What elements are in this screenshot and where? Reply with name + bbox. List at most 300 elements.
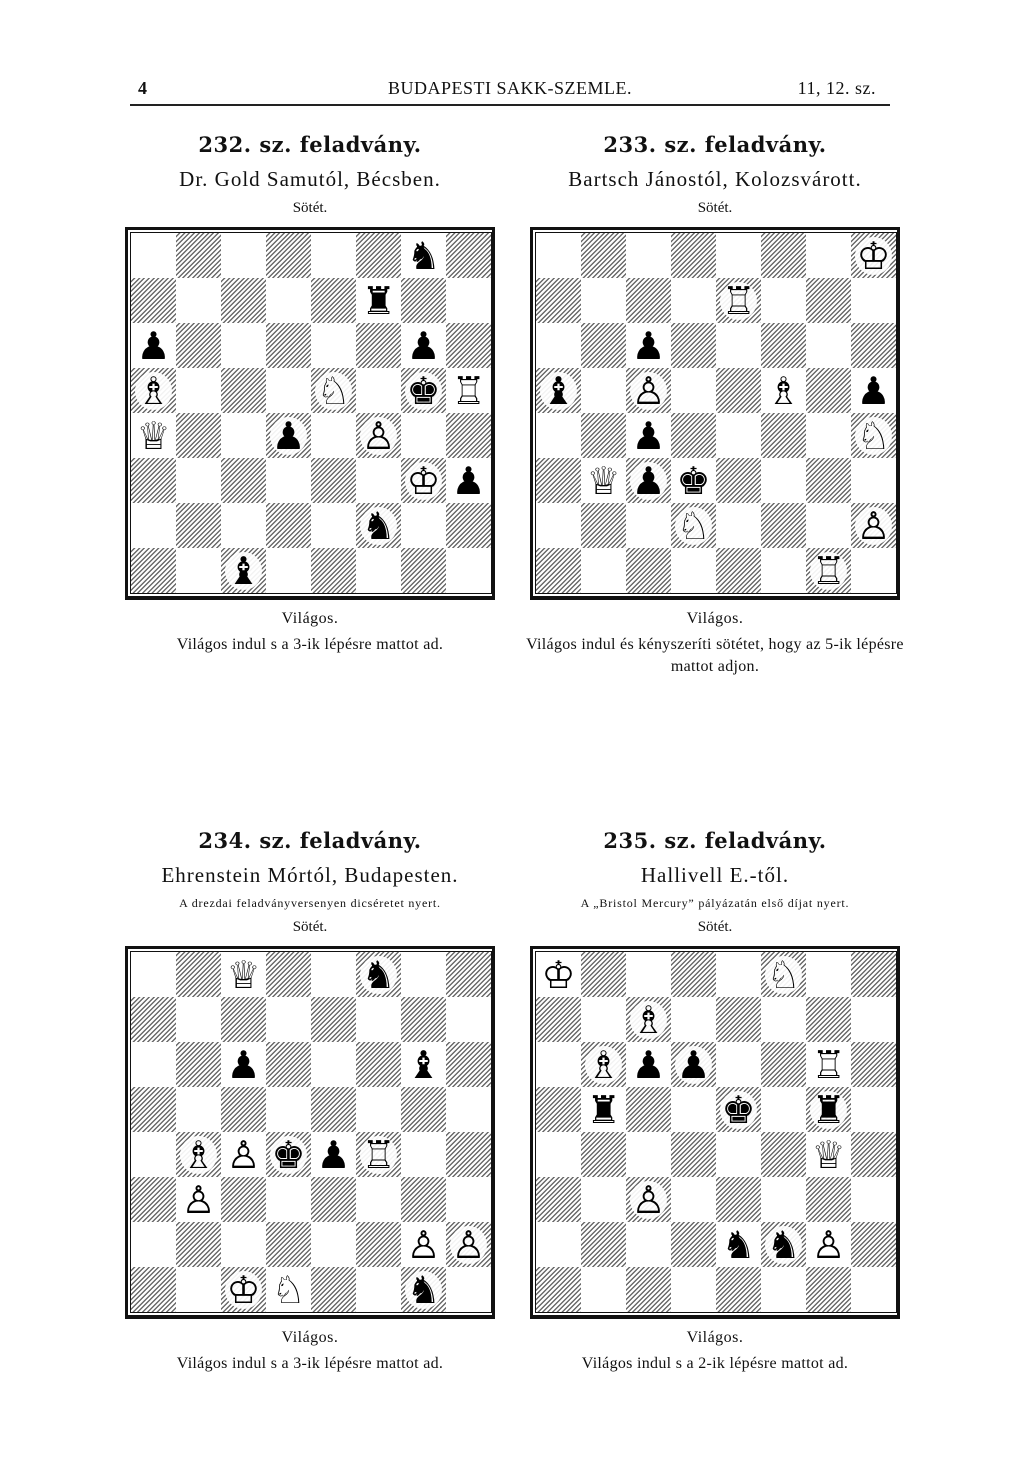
problem-note: A „Bristol Mercury” pályázatán első díjat nyert. <box>580 896 850 910</box>
chess-board <box>535 232 897 594</box>
board-square <box>851 1087 896 1132</box>
board-square <box>851 278 896 323</box>
board-square <box>581 1087 626 1132</box>
board-frame <box>125 227 495 600</box>
black-side-label: Sötét. <box>292 200 328 216</box>
board-square <box>671 278 716 323</box>
board-square <box>266 323 311 368</box>
board-square <box>446 1132 491 1177</box>
board-square <box>851 1267 896 1312</box>
board-square <box>356 997 401 1042</box>
board-square <box>401 997 446 1042</box>
white-side-label: Világos. <box>686 1329 744 1346</box>
board-square <box>446 1087 491 1132</box>
black-knight-icon: ♞ <box>406 1267 441 1312</box>
board-square <box>446 1042 491 1087</box>
board-square <box>221 458 266 503</box>
white-pawn-icon: ♙ <box>406 1222 441 1267</box>
board-square <box>176 997 221 1042</box>
board-square <box>581 413 626 458</box>
white-bishop-icon: ♗ <box>586 1042 621 1087</box>
board-square <box>266 1267 311 1312</box>
board-square <box>401 1042 446 1087</box>
board-square <box>311 1267 356 1312</box>
white-pawn-icon: ♙ <box>856 503 891 548</box>
page-number: 4 <box>138 78 148 98</box>
board-square <box>851 458 896 503</box>
board-square <box>806 1267 851 1312</box>
board-square <box>221 548 266 593</box>
board-square <box>806 952 851 997</box>
board-square <box>446 1177 491 1222</box>
white-bishop-icon: ♗ <box>631 997 666 1042</box>
board-square <box>131 1222 176 1267</box>
white-king-icon: ♔ <box>856 233 891 278</box>
board-square <box>851 1132 896 1177</box>
board-square <box>446 233 491 278</box>
problem-condition: Világos indul s a 3-ik lépésre mattot ad. <box>176 1355 444 1372</box>
white-bishop-icon: ♗ <box>181 1132 216 1177</box>
white-side-label: Világos. <box>281 1329 339 1346</box>
board-square <box>131 1267 176 1312</box>
board-square <box>266 413 311 458</box>
board-square <box>806 458 851 503</box>
board-square <box>131 1177 176 1222</box>
board-square <box>626 413 671 458</box>
black-knight-icon: ♞ <box>721 1222 756 1267</box>
board-square <box>761 1222 806 1267</box>
board-square <box>626 278 671 323</box>
board-square <box>221 503 266 548</box>
black-bishop-icon: ♝ <box>406 1042 441 1087</box>
black-pawn-icon: ♟ <box>136 323 171 368</box>
board-square <box>221 278 266 323</box>
board-square <box>806 1087 851 1132</box>
board-square <box>716 1177 761 1222</box>
board-square <box>221 368 266 413</box>
board-square <box>176 1267 221 1312</box>
white-pawn-icon: ♙ <box>811 1222 846 1267</box>
board-square <box>266 1177 311 1222</box>
board-square <box>311 1177 356 1222</box>
black-pawn-icon: ♟ <box>631 1042 666 1087</box>
board-square <box>266 952 311 997</box>
white-king-icon: ♔ <box>226 1267 261 1312</box>
board-square <box>266 458 311 503</box>
board-square <box>131 1132 176 1177</box>
board-square <box>131 368 176 413</box>
white-queen-icon: ♕ <box>811 1132 846 1177</box>
black-king-icon: ♚ <box>676 458 711 503</box>
board-square <box>716 233 761 278</box>
problem-title: 234. sz. feladvány. <box>198 828 422 853</box>
board-square <box>221 1042 266 1087</box>
problem-232 <box>120 132 500 656</box>
board-square <box>176 1177 221 1222</box>
black-pawn-icon: ♟ <box>226 1042 261 1087</box>
white-king-icon: ♔ <box>406 458 441 503</box>
board-square <box>761 997 806 1042</box>
board-square <box>806 233 851 278</box>
board-square <box>401 458 446 503</box>
black-pawn-icon: ♟ <box>406 323 441 368</box>
board-square <box>131 323 176 368</box>
board-square <box>446 503 491 548</box>
board-square <box>761 458 806 503</box>
board-square <box>716 1087 761 1132</box>
white-bishop-icon: ♗ <box>136 368 171 413</box>
board-square <box>626 1087 671 1132</box>
board-square <box>311 368 356 413</box>
board-square <box>401 1222 446 1267</box>
white-queen-icon: ♕ <box>226 952 261 997</box>
board-square <box>311 1132 356 1177</box>
white-knight-icon: ♘ <box>766 952 801 997</box>
white-side-label: Világos. <box>281 610 339 627</box>
journal-title: BUDAPESTI SAKK-SZEMLE. <box>387 78 632 98</box>
board-square <box>671 323 716 368</box>
board-square <box>806 368 851 413</box>
board-square <box>356 1087 401 1132</box>
board-square <box>536 1042 581 1087</box>
black-rook-icon: ♜ <box>586 1087 621 1132</box>
problem-title: 235. sz. feladvány. <box>603 828 827 853</box>
board-square <box>356 233 401 278</box>
black-side-label: Sötét. <box>292 919 328 935</box>
board-square <box>266 1042 311 1087</box>
board-square <box>131 1087 176 1132</box>
black-side-label: Sötét. <box>697 200 733 216</box>
board-square <box>401 368 446 413</box>
board-square <box>761 233 806 278</box>
black-pawn-icon: ♟ <box>631 413 666 458</box>
white-king-icon: ♔ <box>541 952 576 997</box>
board-square <box>401 323 446 368</box>
board-square <box>716 997 761 1042</box>
board-square <box>806 1222 851 1267</box>
board-square <box>806 997 851 1042</box>
board-square <box>176 548 221 593</box>
black-pawn-icon: ♟ <box>631 458 666 503</box>
board-square <box>536 1132 581 1177</box>
board-square <box>446 1222 491 1267</box>
board-square <box>221 1087 266 1132</box>
board-square <box>446 458 491 503</box>
board-square <box>716 1222 761 1267</box>
black-side-label: Sötét. <box>697 919 733 935</box>
page-header <box>130 76 890 106</box>
board-square <box>851 952 896 997</box>
board-square <box>806 1132 851 1177</box>
board-square <box>851 503 896 548</box>
board-square <box>581 278 626 323</box>
board-square <box>716 458 761 503</box>
board-square <box>356 503 401 548</box>
board-square <box>176 368 221 413</box>
board-square <box>761 548 806 593</box>
white-knight-icon: ♘ <box>676 503 711 548</box>
board-square <box>626 1177 671 1222</box>
problem-author: Ehrenstein Mórtól, Budapesten. <box>161 863 459 887</box>
board-square <box>401 1267 446 1312</box>
board-square <box>266 1222 311 1267</box>
board-square <box>266 1087 311 1132</box>
board-square <box>626 952 671 997</box>
board-square <box>581 997 626 1042</box>
board-square <box>581 952 626 997</box>
board-square <box>716 1132 761 1177</box>
board-square <box>266 503 311 548</box>
board-square <box>671 952 716 997</box>
board-square <box>401 1132 446 1177</box>
board-square <box>761 323 806 368</box>
board-square <box>671 1087 716 1132</box>
black-pawn-icon: ♟ <box>676 1042 711 1087</box>
white-side-label: Világos. <box>686 610 744 627</box>
black-king-icon: ♚ <box>721 1087 756 1132</box>
board-square <box>401 233 446 278</box>
board-square <box>536 503 581 548</box>
problem-condition: Világos indul s a 3-ik lépésre mattot ad. <box>176 636 444 653</box>
black-bishop-icon: ♝ <box>541 368 576 413</box>
board-square <box>266 368 311 413</box>
board-square <box>446 1267 491 1312</box>
board-square <box>446 278 491 323</box>
board-square <box>761 1087 806 1132</box>
board-square <box>671 1267 716 1312</box>
board-square <box>266 278 311 323</box>
board-square <box>266 997 311 1042</box>
problem-condition: Világos indul s a 2-ik lépésre mattot ad. <box>581 1355 849 1372</box>
board-square <box>311 413 356 458</box>
board-square <box>761 952 806 997</box>
problem-233 <box>525 132 905 677</box>
board-square <box>536 1222 581 1267</box>
board-square <box>806 1042 851 1087</box>
board-square <box>356 548 401 593</box>
board-square <box>176 1087 221 1132</box>
board-square <box>311 997 356 1042</box>
black-knight-icon: ♞ <box>766 1222 801 1267</box>
board-frame <box>530 946 900 1319</box>
board-square <box>581 1267 626 1312</box>
board-square <box>806 323 851 368</box>
board-square <box>221 413 266 458</box>
board-square <box>221 997 266 1042</box>
board-square <box>401 413 446 458</box>
board-square <box>536 458 581 503</box>
board-square <box>311 952 356 997</box>
board-square <box>176 278 221 323</box>
board-square <box>851 1042 896 1087</box>
board-square <box>356 1132 401 1177</box>
black-pawn-icon: ♟ <box>271 413 306 458</box>
board-square <box>851 368 896 413</box>
board-square <box>851 1222 896 1267</box>
board-square <box>401 1087 446 1132</box>
board-square <box>131 413 176 458</box>
board-square <box>401 548 446 593</box>
white-pawn-icon: ♙ <box>361 413 396 458</box>
white-queen-icon: ♕ <box>586 458 621 503</box>
board-square <box>356 952 401 997</box>
board-square <box>716 548 761 593</box>
white-rook-icon: ♖ <box>721 278 756 323</box>
board-square <box>626 503 671 548</box>
board-square <box>536 548 581 593</box>
board-square <box>131 278 176 323</box>
board-square <box>626 458 671 503</box>
board-square <box>671 503 716 548</box>
black-pawn-icon: ♟ <box>316 1132 351 1177</box>
board-square <box>716 323 761 368</box>
board-square <box>761 413 806 458</box>
board-square <box>851 997 896 1042</box>
board-square <box>716 1042 761 1087</box>
board-square <box>446 548 491 593</box>
black-king-icon: ♚ <box>271 1132 306 1177</box>
board-square <box>581 323 626 368</box>
board-square <box>761 503 806 548</box>
board-square <box>716 278 761 323</box>
white-pawn-icon: ♙ <box>631 368 666 413</box>
chess-board <box>535 951 897 1313</box>
board-square <box>581 548 626 593</box>
board-square <box>131 233 176 278</box>
issue-number: 11, 12. sz. <box>797 78 876 98</box>
board-frame <box>530 227 900 600</box>
board-square <box>626 997 671 1042</box>
board-square <box>446 952 491 997</box>
board-square <box>311 458 356 503</box>
board-square <box>581 233 626 278</box>
board-square <box>761 1042 806 1087</box>
board-square <box>626 323 671 368</box>
board-square <box>761 368 806 413</box>
board-square <box>266 233 311 278</box>
board-square <box>671 233 716 278</box>
board-square <box>176 952 221 997</box>
board-square <box>671 1132 716 1177</box>
board-square <box>131 548 176 593</box>
board-square <box>716 368 761 413</box>
board-square <box>131 503 176 548</box>
white-queen-icon: ♕ <box>136 413 171 458</box>
board-square <box>311 233 356 278</box>
board-square <box>311 278 356 323</box>
board-square <box>311 503 356 548</box>
board-square <box>536 233 581 278</box>
board-frame <box>125 946 495 1319</box>
black-knight-icon: ♞ <box>406 233 441 278</box>
board-square <box>356 413 401 458</box>
board-square <box>176 503 221 548</box>
board-square <box>311 1087 356 1132</box>
board-square <box>851 413 896 458</box>
board-square <box>671 1177 716 1222</box>
white-pawn-icon: ♙ <box>181 1177 216 1222</box>
black-pawn-icon: ♟ <box>856 368 891 413</box>
board-square <box>761 1132 806 1177</box>
board-square <box>221 1132 266 1177</box>
board-square <box>356 323 401 368</box>
board-square <box>806 548 851 593</box>
board-square <box>311 548 356 593</box>
white-knight-icon: ♘ <box>271 1267 306 1312</box>
white-pawn-icon: ♙ <box>631 1177 666 1222</box>
board-square <box>221 323 266 368</box>
black-pawn-icon: ♟ <box>631 323 666 368</box>
board-square <box>626 1132 671 1177</box>
board-square <box>851 323 896 368</box>
board-square <box>806 278 851 323</box>
board-square <box>761 1267 806 1312</box>
board-square <box>221 1177 266 1222</box>
board-square <box>266 1132 311 1177</box>
board-square <box>581 368 626 413</box>
board-square <box>446 323 491 368</box>
board-square <box>401 952 446 997</box>
board-square <box>536 952 581 997</box>
board-square <box>536 1267 581 1312</box>
board-square <box>851 1177 896 1222</box>
board-square <box>221 952 266 997</box>
chess-board <box>130 951 492 1313</box>
black-pawn-icon: ♟ <box>451 458 486 503</box>
board-square <box>176 323 221 368</box>
problem-title: 232. sz. feladvány. <box>198 132 422 157</box>
white-bishop-icon: ♗ <box>766 368 801 413</box>
black-knight-icon: ♞ <box>361 952 396 997</box>
board-square <box>626 1042 671 1087</box>
board-square <box>536 1177 581 1222</box>
board-square <box>356 1222 401 1267</box>
white-rook-icon: ♖ <box>361 1132 396 1177</box>
white-pawn-icon: ♙ <box>451 1222 486 1267</box>
board-square <box>131 458 176 503</box>
board-square <box>221 233 266 278</box>
board-square <box>131 952 176 997</box>
board-square <box>716 952 761 997</box>
board-square <box>716 503 761 548</box>
board-square <box>176 458 221 503</box>
board-square <box>536 323 581 368</box>
board-square <box>401 503 446 548</box>
white-knight-icon: ♘ <box>316 368 351 413</box>
board-square <box>356 1267 401 1312</box>
board-square <box>806 1177 851 1222</box>
board-square <box>671 1222 716 1267</box>
board-square <box>581 1177 626 1222</box>
board-square <box>671 458 716 503</box>
black-rook-icon: ♜ <box>811 1087 846 1132</box>
problem-234 <box>120 828 500 1375</box>
board-square <box>761 1177 806 1222</box>
board-square <box>401 278 446 323</box>
board-square <box>446 368 491 413</box>
black-knight-icon: ♞ <box>361 503 396 548</box>
board-square <box>671 548 716 593</box>
chess-board <box>130 232 492 594</box>
white-pawn-icon: ♙ <box>226 1132 261 1177</box>
board-square <box>626 1222 671 1267</box>
board-square <box>446 413 491 458</box>
white-rook-icon: ♖ <box>811 548 846 593</box>
board-square <box>266 548 311 593</box>
board-square <box>536 997 581 1042</box>
board-square <box>176 1222 221 1267</box>
board-square <box>581 458 626 503</box>
